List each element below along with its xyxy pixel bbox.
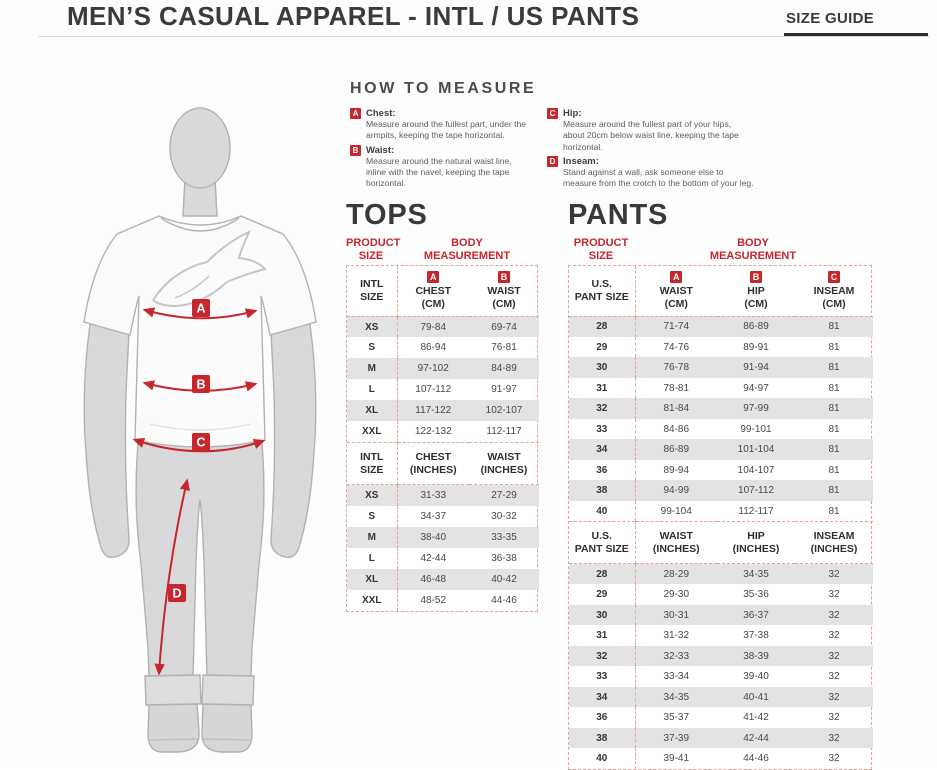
value-cell: 38-39: [743, 650, 769, 662]
measure-item-hip: [547, 108, 754, 153]
table-row: [347, 506, 539, 527]
size-cell: 38: [569, 480, 635, 501]
size-column-header: [569, 522, 635, 564]
size-column-header: [347, 266, 397, 316]
size-cell: XL: [347, 400, 397, 421]
table-row: [347, 527, 539, 548]
header-line-2: SIZE: [360, 463, 384, 476]
size-cell: S: [347, 506, 397, 527]
size-cell: 40: [569, 748, 635, 769]
value-cell: 32: [828, 589, 840, 601]
size-cell: 31: [569, 378, 635, 399]
table-row: [569, 357, 873, 378]
waist-inches-column-header: [469, 443, 539, 485]
value-cell: 28-29: [663, 568, 690, 580]
waist-cm-column-header: [635, 266, 717, 316]
size-cell: 36: [569, 460, 635, 481]
value-cell: 44-46: [743, 753, 769, 765]
tops-title: TOPS: [346, 199, 428, 231]
pants-column-group-labels: [568, 237, 872, 262]
value-cell: 32: [828, 609, 840, 621]
waist-inches-column-header: [635, 522, 717, 564]
measure-b-badge: B: [350, 145, 361, 156]
measure-item-description: Measure around the natural waist line, inline with the navel, keeping the tape horizontal.: [366, 155, 512, 189]
size-cell: 34: [569, 687, 635, 708]
table-row: [569, 439, 873, 460]
value-cell: 107-112: [415, 384, 452, 396]
value-cell: 32: [828, 671, 840, 683]
size-cell: 29: [569, 337, 635, 358]
value-cell: 122-132: [414, 426, 452, 438]
label-line-2: MEASUREMENT: [709, 249, 797, 262]
shoe-sole-lines: [149, 739, 252, 740]
marker-c-letter: C: [196, 435, 206, 450]
value-cell: 76-81: [491, 342, 517, 354]
table-row: [347, 358, 539, 379]
header-line-1: CHEST: [415, 451, 452, 464]
size-cell: L: [347, 379, 397, 400]
body-measurement-label: [634, 237, 872, 262]
measure-column-left: [350, 108, 532, 193]
pants-inches-table: [569, 521, 873, 769]
value-cell: 84-86: [663, 423, 690, 435]
figure-left-cuff: [145, 675, 201, 705]
tops-section: [346, 199, 538, 612]
value-cell: 94-97: [743, 382, 769, 394]
product-size-label: [346, 237, 401, 262]
value-cell: 27-29: [491, 490, 517, 502]
table-row: [569, 501, 873, 522]
size-guide-label: SIZE GUIDE: [786, 10, 875, 27]
value-cell: 48-52: [420, 594, 447, 606]
measure-item-chest: [350, 108, 532, 142]
size-cell: M: [347, 527, 397, 548]
value-cell: 97-102: [417, 363, 449, 375]
table-row: [347, 421, 539, 442]
value-cell: 44-46: [491, 594, 517, 606]
value-cell: 31-32: [663, 630, 690, 642]
value-cell: 32: [828, 712, 840, 724]
value-cell: 42-44: [743, 732, 769, 744]
size-cell: 32: [569, 398, 635, 419]
inseam-cm-column-header: [795, 266, 873, 316]
value-cell: 91-97: [491, 384, 517, 396]
tops-inches-table: [347, 442, 539, 611]
value-cell: 39-41: [663, 753, 690, 765]
value-cell: 35-37: [663, 712, 690, 724]
tops-table: [346, 265, 538, 612]
measure-item-inseam: [547, 156, 754, 190]
header-line-2: (INCHES): [732, 542, 780, 555]
size-cell: 40: [569, 501, 635, 522]
header-line-1: INTL: [360, 278, 384, 291]
value-cell: 31-33: [420, 490, 447, 502]
table-row: [347, 316, 539, 337]
figure-illustration: [55, 92, 345, 764]
value-cell: 112-117: [738, 505, 774, 517]
table-row: [569, 480, 873, 501]
header-line-2: (INCHES): [652, 542, 700, 555]
value-cell: 78-81: [663, 382, 690, 394]
table-row: [569, 728, 873, 749]
value-cell: 36-37: [743, 609, 769, 621]
value-cell: 76-78: [663, 362, 690, 374]
header-line-1: U.S.: [591, 530, 612, 543]
measure-b-badge: B: [750, 271, 762, 283]
value-cell: 37-38: [743, 630, 769, 642]
size-cell: M: [347, 358, 397, 379]
header-line-2: (CM): [492, 298, 516, 311]
marker-d-letter: D: [172, 586, 182, 601]
size-cell: 33: [569, 419, 635, 440]
size-column-header: [569, 266, 635, 316]
chest-cm-column-header: [397, 266, 469, 316]
size-cell: 38: [569, 728, 635, 749]
value-cell: 99-101: [740, 423, 772, 435]
header-line-1: INSEAM: [813, 285, 855, 298]
pants-title: PANTS: [568, 199, 669, 231]
table-row: [569, 316, 873, 337]
value-cell: 81: [828, 382, 840, 394]
value-cell: 81-84: [663, 403, 690, 415]
measure-a-badge: A: [350, 108, 361, 119]
header-line-2: (INCHES): [409, 463, 457, 476]
value-cell: 81: [828, 403, 840, 415]
inseam-inches-column-header: [795, 522, 873, 564]
header-line-1: WAIST: [487, 451, 521, 464]
header-line-2: (INCHES): [810, 542, 858, 555]
value-cell: 99-104: [660, 505, 692, 517]
table-row: [347, 548, 539, 569]
table-row: [347, 569, 539, 590]
value-cell: 81: [828, 464, 840, 476]
value-cell: 30-31: [663, 609, 690, 621]
value-cell: 94-99: [663, 485, 690, 497]
table-row: [347, 590, 539, 611]
size-cell: 29: [569, 584, 635, 605]
table-row: [569, 584, 873, 605]
table-row: [347, 485, 539, 506]
value-cell: 102-107: [485, 405, 523, 417]
value-cell: 33-35: [491, 531, 517, 543]
figure-right-shoe: [202, 704, 252, 752]
measure-item-waist: [350, 145, 532, 190]
figure-right-arm: [271, 324, 316, 557]
measure-item-description: Stand against a wall, ask someone else to measure from the crotch to the bottom of your leg.: [563, 167, 754, 189]
header-line-1: INSEAM: [813, 530, 855, 543]
table-row: [347, 337, 539, 358]
label-line-1: PRODUCT: [573, 237, 629, 249]
size-cell: XXL: [347, 421, 397, 442]
header-line-1: WAIST: [659, 285, 693, 298]
value-cell: 34-35: [743, 568, 769, 580]
header-line-1: U.S.: [591, 278, 612, 291]
value-cell: 81: [828, 444, 840, 456]
value-cell: 117-122: [415, 405, 452, 417]
pants-section: [568, 199, 872, 770]
pants-inches-header-row: [569, 522, 873, 564]
male-silhouette: [84, 108, 316, 752]
value-cell: 101-104: [737, 444, 775, 456]
size-cell: 31: [569, 625, 635, 646]
value-cell: 37-39: [663, 732, 690, 744]
value-cell: 69-74: [491, 321, 517, 333]
table-row: [569, 460, 873, 481]
how-to-measure-heading: HOW TO MEASURE: [350, 80, 537, 97]
value-cell: 81: [828, 341, 840, 353]
header-line-1: HIP: [747, 285, 765, 298]
body-measurement-label: [396, 237, 538, 262]
value-cell: 86-94: [420, 342, 447, 354]
value-cell: 79-84: [420, 321, 447, 333]
header-line-2: (CM): [421, 298, 445, 311]
size-cell: S: [347, 337, 397, 358]
table-row: [569, 646, 873, 667]
tops-inches-header-row: [347, 443, 539, 485]
table-row: [569, 378, 873, 399]
value-cell: 71-74: [663, 321, 690, 333]
header-line-1: HIP: [747, 530, 765, 543]
value-cell: 33-34: [663, 671, 690, 683]
label-line-2: MEASUREMENT: [423, 249, 511, 262]
figure-head: [170, 108, 230, 188]
pants-cm-table: [569, 266, 873, 521]
table-row: [347, 379, 539, 400]
value-cell: 32: [828, 691, 840, 703]
value-cell: 36-38: [491, 552, 517, 564]
size-cell: 33: [569, 666, 635, 687]
figure-right-cuff: [202, 675, 254, 705]
table-row: [569, 398, 873, 419]
how-to-measure-section: [350, 80, 754, 193]
size-column-header: [347, 443, 397, 485]
size-guide-underline: [784, 33, 928, 36]
product-size-label: [568, 237, 634, 262]
table-row: [569, 564, 873, 585]
measure-a-badge: A: [670, 271, 682, 283]
waist-cm-column-header: [469, 266, 539, 316]
header-line-2: (INCHES): [480, 463, 528, 476]
header-line-2: (CM): [744, 298, 768, 311]
marker-a-letter: A: [196, 301, 206, 316]
value-cell: 89-94: [663, 464, 690, 476]
header-line-2: PANT SIZE: [574, 291, 629, 304]
header-line-1: WAIST: [487, 285, 521, 298]
value-cell: 74-76: [663, 341, 690, 353]
value-cell: 32: [828, 630, 840, 642]
size-cell: 36: [569, 707, 635, 728]
size-cell: 28: [569, 316, 635, 337]
tops-cm-table: [347, 266, 539, 442]
label-line-1: PRODUCT: [346, 237, 401, 249]
value-cell: 42-44: [420, 552, 447, 564]
value-cell: 38-40: [420, 531, 447, 543]
value-cell: 34-37: [420, 510, 447, 522]
value-cell: 86-89: [743, 321, 769, 333]
value-cell: 32: [828, 568, 840, 580]
value-cell: 40-42: [491, 573, 517, 585]
value-cell: 41-42: [743, 712, 769, 724]
header-line-2: (CM): [822, 298, 846, 311]
header-divider: [38, 36, 930, 37]
measure-item-label: Waist:: [366, 144, 395, 156]
label-line-1: BODY: [737, 237, 769, 249]
size-cell: L: [347, 548, 397, 569]
page-title: MEN’S CASUAL APPAREL - INTL / US PANTS: [67, 1, 640, 31]
label-line-2: SIZE: [358, 249, 384, 262]
value-cell: 32: [828, 650, 840, 662]
size-cell: XXL: [347, 590, 397, 611]
figure-left-shoe: [148, 704, 199, 752]
measure-column-right: [547, 108, 754, 193]
header-line-2: (CM): [664, 298, 688, 311]
value-cell: 81: [828, 423, 840, 435]
value-cell: 81: [828, 485, 840, 497]
header-line-1: WAIST: [659, 530, 693, 543]
pants-cm-header-row: [569, 266, 873, 316]
measure-b-badge: B: [498, 271, 510, 283]
value-cell: 112-117: [486, 426, 522, 438]
value-cell: 34-35: [663, 691, 690, 703]
hip-cm-column-header: [717, 266, 795, 316]
table-row: [569, 625, 873, 646]
tops-column-group-labels: [346, 237, 538, 262]
chest-inches-column-header: [397, 443, 469, 485]
value-cell: 29-30: [663, 589, 690, 601]
table-row: [569, 337, 873, 358]
measure-item-label: Hip:: [563, 108, 582, 119]
size-cell: 34: [569, 439, 635, 460]
value-cell: 40-41: [743, 691, 769, 703]
table-row: [347, 400, 539, 421]
figure-left-arm: [84, 324, 129, 557]
value-cell: 107-112: [738, 485, 774, 497]
measure-d-badge: D: [547, 156, 558, 167]
value-cell: 84-89: [491, 363, 517, 375]
pants-table: [568, 265, 872, 770]
value-cell: 32: [828, 732, 840, 744]
measure-item-label: Chest:: [366, 108, 396, 119]
table-row: [569, 419, 873, 440]
table-row: [569, 687, 873, 708]
size-cell: 32: [569, 646, 635, 667]
measure-item-label: Inseam:: [563, 156, 599, 168]
value-cell: 30-32: [491, 510, 517, 522]
header-line-1: INTL: [360, 451, 384, 464]
table-row: [569, 707, 873, 728]
value-cell: 104-107: [737, 464, 775, 476]
value-cell: 32-33: [663, 650, 690, 662]
measure-c-badge: C: [828, 271, 840, 283]
size-cell: XL: [347, 569, 397, 590]
measure-item-description: Measure around the fullest part of your hips, about 20cm below waist line, keeping the tape horizontal.: [563, 119, 739, 152]
size-cell: XS: [347, 485, 397, 506]
table-row: [569, 605, 873, 626]
value-cell: 81: [828, 362, 840, 374]
header-line-2: SIZE: [360, 291, 384, 304]
value-cell: 35-36: [743, 589, 769, 601]
value-cell: 39-40: [743, 671, 769, 683]
label-line-2: SIZE: [588, 249, 614, 262]
size-cell: 30: [569, 605, 635, 626]
value-cell: 97-99: [743, 403, 769, 415]
marker-b-letter: B: [196, 377, 206, 392]
header-line-1: CHEST: [415, 285, 452, 298]
measure-a-badge: A: [427, 271, 439, 283]
size-cell: 30: [569, 357, 635, 378]
hip-inches-column-header: [717, 522, 795, 564]
measure-item-description: Measure around the fullest part, under the armpits, keeping the tape horizontal.: [366, 119, 527, 141]
header-line-2: PANT SIZE: [574, 542, 629, 555]
tops-cm-header-row: [347, 266, 539, 316]
table-row: [569, 666, 873, 687]
value-cell: 81: [828, 321, 840, 333]
size-cell: 28: [569, 564, 635, 585]
value-cell: 32: [828, 753, 840, 765]
value-cell: 86-89: [663, 444, 690, 456]
measure-c-badge: C: [547, 108, 558, 119]
value-cell: 81: [828, 505, 840, 517]
value-cell: 91-94: [743, 362, 769, 374]
label-line-1: BODY: [451, 237, 483, 249]
figure-pants: [136, 432, 264, 676]
size-cell: XS: [347, 316, 397, 337]
value-cell: 89-91: [743, 341, 769, 353]
value-cell: 46-48: [420, 573, 447, 585]
